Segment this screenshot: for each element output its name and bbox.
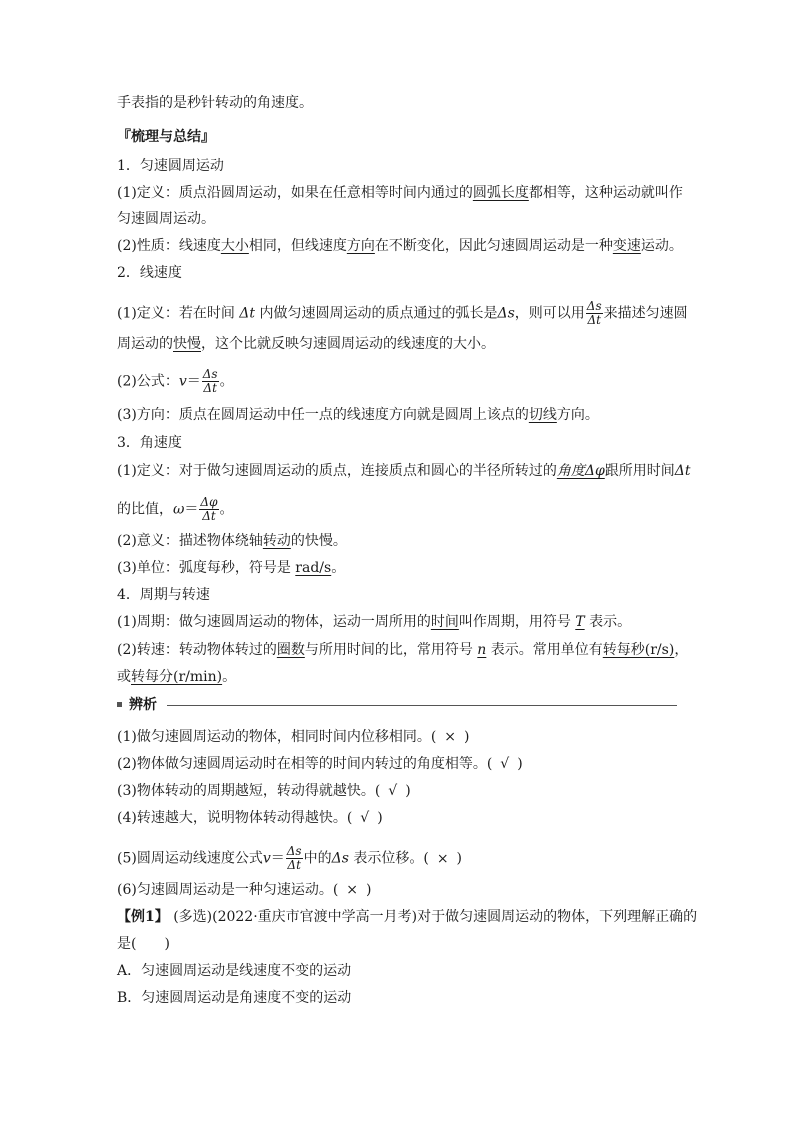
s4-speed: (2)转速：转动物体转过的圈数与所用时间的比，常用符号 n 表示。常用单位有转每秒(r/s)， — [117, 642, 689, 658]
fraction: $\frac{\Delta\varphi}{\Delta t}$ — [200, 495, 218, 523]
judgment-item: (2)物体做匀速圆周运动时在相等的时间内转过的角度相等。( √ ) — [117, 756, 523, 772]
judgment-mark: √ — [500, 756, 510, 772]
divider — [167, 705, 677, 706]
fraction: $\frac{\Delta s}{\Delta t}$ — [202, 367, 218, 395]
blank-answer: 切线 — [528, 407, 557, 423]
blank-answer: 变速 — [612, 238, 641, 254]
section-4-title: 4．周期与转速 — [117, 587, 210, 603]
blank-answer: 方向 — [346, 238, 375, 254]
blank-answer: 转每分(r/min) — [131, 669, 223, 685]
s2-definition-cont: 周运动的快慢，这个比就反映匀速圆周运动的线速度的大小。 — [117, 336, 495, 352]
blank-answer: rad/s — [295, 560, 332, 576]
judgment-mark: × — [444, 729, 457, 745]
fraction: $\frac{\Delta s}{\Delta t}$ — [286, 844, 302, 872]
blank-answer: n — [477, 642, 487, 658]
section-1-title: 1．匀速圆周运动 — [117, 158, 224, 174]
s3-meaning: (2)意义：描述物体绕轴转动的快慢。 — [117, 533, 347, 549]
s4-speed-cont: 或转每分(r/min)。 — [117, 669, 237, 685]
judgment-mark: √ — [388, 783, 398, 799]
blank-answer: 转每秒(r/s) — [602, 642, 675, 658]
summary-header: 『梳理与总结』 — [117, 129, 215, 145]
blank-answer: 大小 — [220, 238, 249, 254]
intro-text: 手表指的是秒针转动的角速度。 — [117, 95, 313, 111]
s1-definition-cont: 匀速圆周运动。 — [117, 211, 215, 227]
judgment-mark: × — [436, 850, 449, 867]
judgment-item: (5)圆周运动线速度公式v＝ $\frac{\Delta s}{\Delta t}$ 中的Δs 表示位移。( × ) — [117, 844, 463, 872]
judgment-item: (3)物体转动的周期越短，转动得就越快。( √ ) — [117, 783, 411, 799]
s3-unit: (3)单位：弧度每秒，符号是 rad/s。 — [117, 560, 346, 576]
analysis-label: 辨析 — [129, 697, 157, 713]
judgment-mark: √ — [360, 810, 370, 826]
example-stem: 【例1】 (多选)(2022·重庆市官渡中学高一月考)对于做匀速圆周运动的物体，下列理解正确的 — [117, 909, 698, 925]
judgment-mark: × — [346, 882, 359, 898]
example-label: 【例1】 — [117, 909, 169, 925]
option-a: A．匀速圆周运动是线速度不变的运动 — [117, 963, 352, 979]
analysis-section-bar — [117, 695, 677, 715]
s1-definition: (1)定义：质点沿圆周运动，如果在任意相等时间内通过的圆弧长度都相等，这种运动就叫作 — [117, 185, 683, 201]
s3-definition: (1)定义：对于做匀速圆周运动的质点，连接质点和圆心的半径所转过的角度Δφ跟所用时间Δt — [117, 463, 691, 479]
fraction: $\frac{\Delta s}{\Delta t}$ — [586, 299, 602, 327]
judgment-item: (6)匀速圆周运动是一种匀速运动。( × ) — [117, 882, 372, 898]
blank-answer: T — [575, 614, 585, 630]
blank-answer: 圈数 — [276, 642, 305, 658]
blank-answer: 圆弧长度 — [472, 185, 529, 201]
s2-direction: (3)方向：质点在圆周运动中任一点的线速度方向就是圆周上该点的切线方向。 — [117, 407, 599, 423]
section-2-title: 2．线速度 — [117, 265, 182, 281]
s2-definition: (1)定义：若在时间 Δt 内做匀速圆周运动的质点通过的弧长是Δs，则可以用 $\frac{\Delta s}{\Delta t}$ 来描述匀速圆 — [117, 299, 688, 327]
s4-period: (1)周期：做匀速圆周运动的物体，运动一周所用的时间叫作周期，用符号 T 表示。 — [117, 614, 632, 630]
s2-formula: (2)公式：v＝ $\frac{\Delta s}{\Delta t}$ 。 — [117, 367, 234, 395]
judgment-item: (4)转速越大，说明物体转动得越快。( √ ) — [117, 810, 383, 826]
judgment-item: (1)做匀速圆周运动的物体，相同时间内位移相同。( × ) — [117, 729, 470, 745]
example-stem-cont: 是( ) — [117, 936, 170, 952]
blank-answer: 角度Δφ — [556, 463, 605, 479]
blank-answer: 时间 — [430, 614, 459, 630]
blank-answer: 快慢 — [173, 336, 201, 352]
square-bullet-icon — [117, 702, 122, 707]
section-3-title: 3．角速度 — [117, 435, 182, 451]
s1-property: (2)性质：线速度大小相同，但线速度方向在不断变化，因此匀速圆周运动是一种变速运动。 — [117, 238, 683, 254]
option-b: B．匀速圆周运动是角速度不变的运动 — [117, 990, 352, 1006]
s3-definition-cont: 的比值，ω＝ $\frac{\Delta\varphi}{\Delta t}$ 。 — [117, 495, 234, 523]
blank-answer: 转动 — [262, 533, 291, 549]
